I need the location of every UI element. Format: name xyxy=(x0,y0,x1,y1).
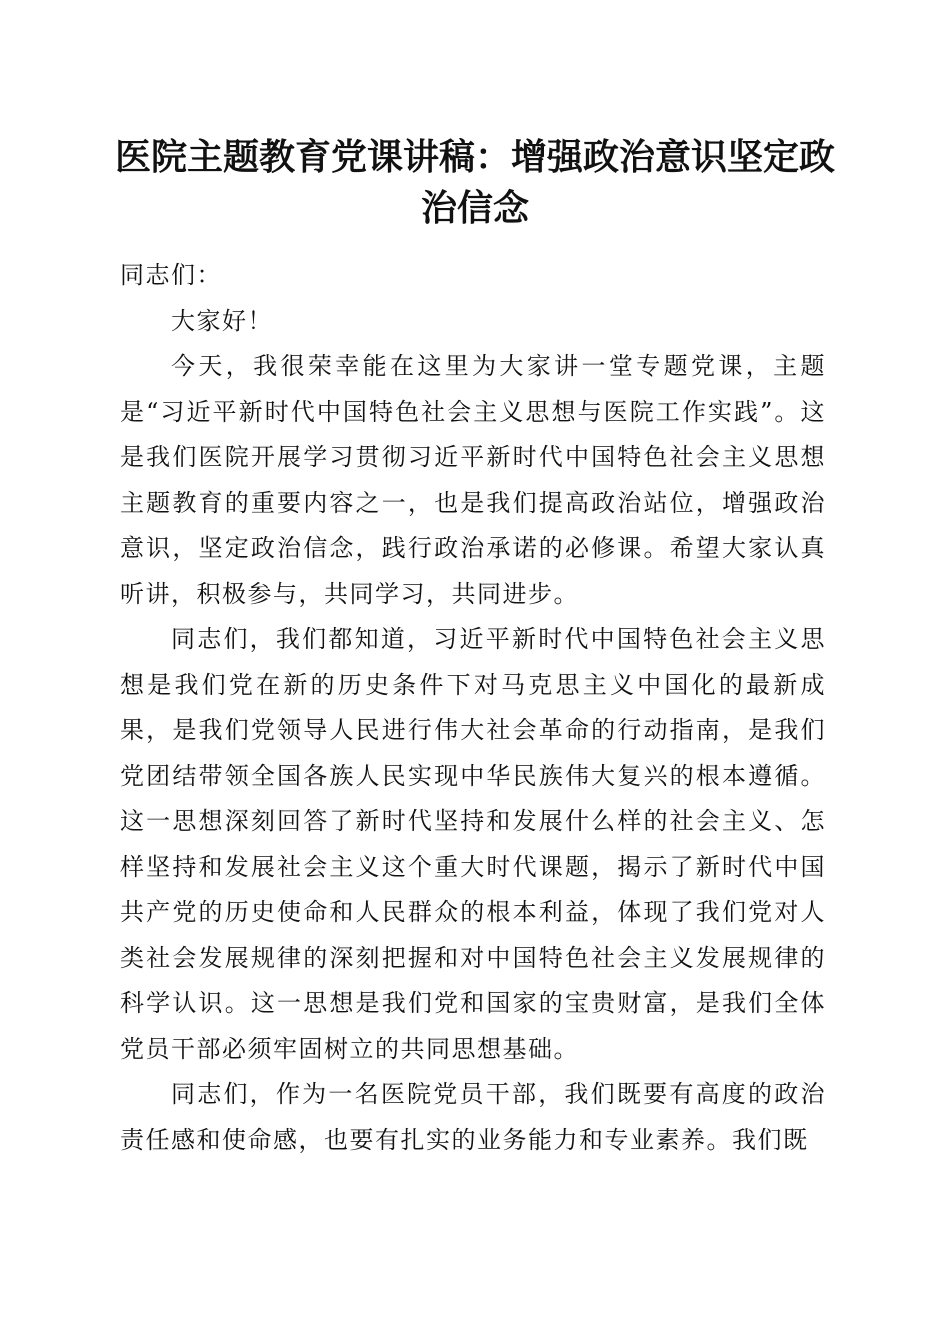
document-body xyxy=(120,253,826,1163)
document-title: 医院主题教育党课讲稿：增强政治意识坚定政治信念 xyxy=(114,136,835,229)
paragraph: 今天，我很荣幸能在这里为大家讲一堂专题党课，主题是“习近平新时代中国特色社会主义思想与医院工作实践”。这是我们医院开展学习贯彻习近平新时代中国特色社会主义思想主题教育的重要内容之一，也是我们提高政治站位，增强政治意识，坚定政治信念，践行政治承诺的必修课。希望大家认真听讲，积极参与，共同学习，共同进步。 xyxy=(120,352,826,608)
greeting: 大家好！ xyxy=(171,306,273,335)
salutation: 同志们： xyxy=(120,261,222,289)
paragraph: 同志们，作为一名医院党员干部，我们既要有高度的政治责任感和使命感，也要有扎实的业务能力和专业素养。我们既 xyxy=(120,1080,826,1154)
paragraph: 同志们，我们都知道，习近平新时代中国特色社会主义思想是我们党在新的历史条件下对马克思主义中国化的最新成果，是我们党领导人民进行伟大社会革命的行动指南，是我们党团结带领全国各族人民实现中华民族伟大复兴的根本遵循。这一思想深刻回答了新时代坚持和发展什么样的社会主义、怎样坚持和发展社会主义这个重大时代课题，揭示了新时代中国共产党的历史使命和人民群众的根本利益，体现了我们党对人类社会发展规律的深刻把握和对中国特色社会主义发展规律的科学认识。这一思想是我们党和国家的宝贵财富，是我们全体党员干部必须牢固树立的共同思想基础。 xyxy=(120,625,826,1063)
